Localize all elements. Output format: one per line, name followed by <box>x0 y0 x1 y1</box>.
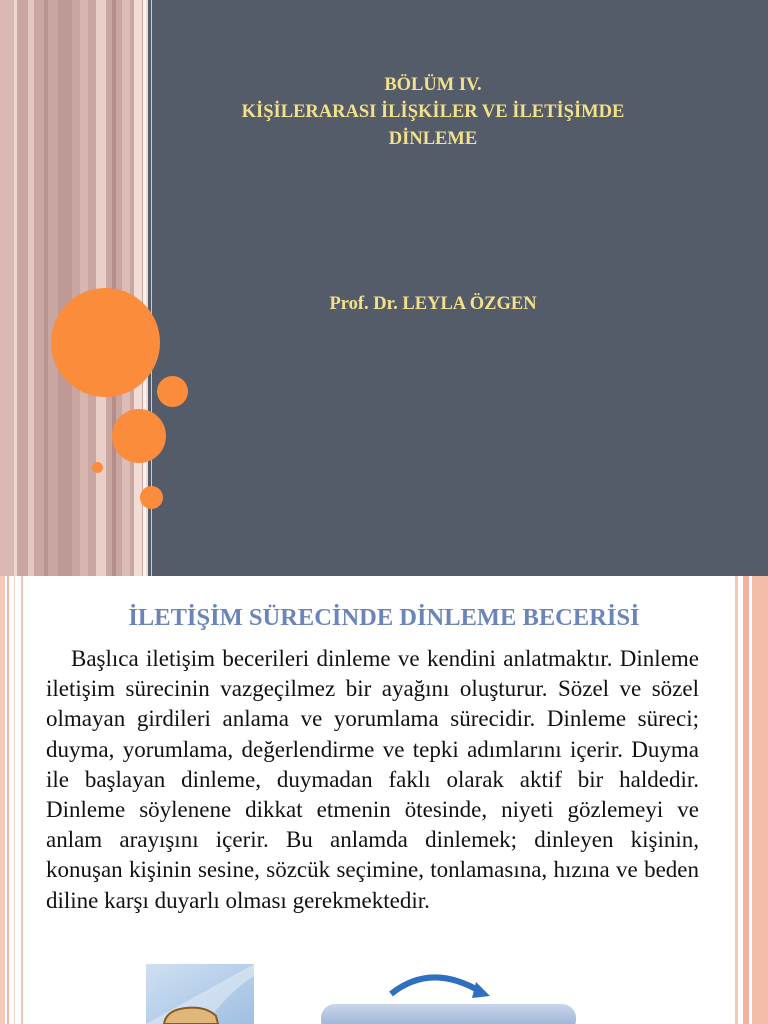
decorative-circle <box>112 409 166 463</box>
slide-title-block <box>160 72 706 153</box>
author-name: Prof. Dr. LEYLA ÖZGEN <box>329 294 537 314</box>
title-line-1: KİŞİLERARASI İLİŞKİLER VE İLETİŞİMDE <box>241 102 625 122</box>
title-line-2: DİNLEME <box>388 129 478 149</box>
decorative-circle <box>157 376 188 407</box>
process-box <box>321 1004 576 1024</box>
decorative-circle-large <box>51 288 160 397</box>
content-heading: İLETİŞİM SÜRECİNDE DİNLEME BECERİSİ <box>128 604 640 631</box>
right-edge-stripe <box>752 576 768 1024</box>
cycle-arrow-icon <box>391 977 481 994</box>
right-edge-stripe <box>743 576 749 1024</box>
decorative-stripes <box>0 0 148 576</box>
content-paragraph: Başlıca iletişim becerileri dinleme ve kendini anlatmaktır. Dinleme iletişim sürecinin vazgeçilmez bir ayağını oluşturur. Sözel ve sözel olmayan girdileri anlama ve yorumlama sürecidir. Dinleme süreci; duyma, yorumlama, değerlendirme ve tepki adımlarını içerir. Duyma ile başlayan dinleme, duymadan faklı olarak aktif bir haldedir. Dinleme söylenene dikkat etmenin ötesinde, niyeti gözlemeyi ve anlam arayışını içerir. Bu anlamda dinlemek; dinleyen kişinin, konuşan kişinin sesine, sözcük seçimine, tonlamasına, hızına ve beden diline karşı duyarlı olması gerekmektedir. <box>46 646 699 913</box>
left-edge-stripe <box>7 576 9 1024</box>
decorative-circle <box>92 462 103 473</box>
content-slide <box>0 576 768 1024</box>
left-edge-stripe <box>0 576 5 1024</box>
left-edge-stripe <box>21 576 23 1024</box>
arrow-head-icon <box>472 982 490 998</box>
right-edge-stripe <box>735 576 738 1024</box>
decorative-circle <box>140 486 163 509</box>
listening-process-figure <box>146 964 586 1024</box>
chapter-label: BÖLÜM IV. <box>384 75 482 95</box>
left-edge-stripe <box>14 576 15 1024</box>
figure-illustration <box>146 964 586 1024</box>
